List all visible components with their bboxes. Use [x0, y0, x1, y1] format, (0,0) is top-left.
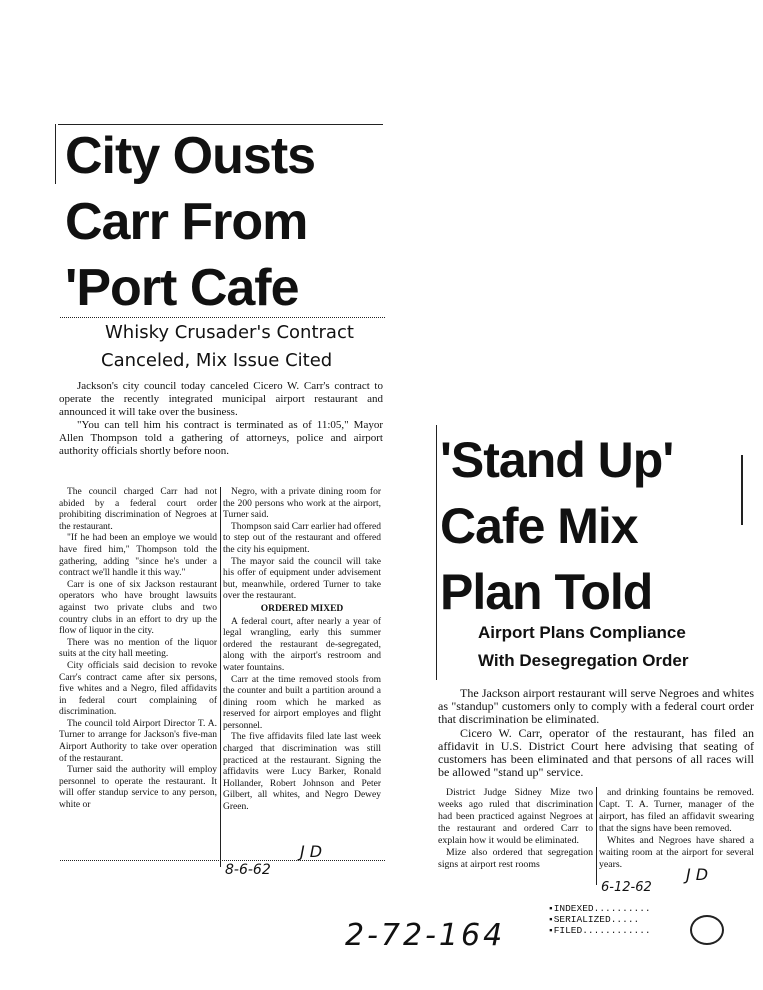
left-border: [436, 425, 437, 680]
clip-date: 8-6-62: [225, 862, 271, 878]
subhead-line-1: Whisky Crusader's Contract: [105, 322, 354, 343]
paragraph: Thompson said Carr earlier had offered to step out of the restaurant and offered the city his equipment.: [223, 521, 381, 555]
paragraph: and drinking fountains be removed. Capt. T. A. Turner, manager of the airport, has filed an affidavit swearing that the signs have been removed.: [599, 787, 754, 834]
headline-line-2: Cafe Mix: [440, 498, 638, 554]
left-clipping: [55, 120, 390, 880]
paragraph: District Judge Sidney Mize two weeks ago ruled that discrimination had been practiced against Negroes at the restaurant and ordered Carr to explain how it would be eliminated.: [438, 787, 593, 846]
headline-line-1: 'Stand Up': [440, 432, 674, 488]
section-subhead: ORDERED MIXED: [260, 603, 344, 614]
lead-paragraph: Jackson's city council today canceled Cicero W. Carr's contract to operate the recently integrated municipal airport restaurant and announced it will take over the business.: [59, 380, 383, 418]
paragraph: Mize also ordered that segregation signs at airport rest rooms: [438, 847, 593, 870]
lead-paragraph: The Jackson airport restaurant will serve Negroes and whites as "standup" customers only to comply with a federal court order that discrimination be eliminated.: [438, 686, 754, 727]
paragraph: Turner said the authority will employ personnel to operate the restaurant. It will offer standup service to any person, white or: [59, 765, 217, 811]
stamp-seal-mark: [690, 915, 724, 945]
paragraph: Whites and Negroes have shared a waiting room at the airport for several years.: [599, 835, 754, 870]
column-1: [438, 787, 593, 871]
column-divider: [596, 787, 597, 885]
paragraph: The council charged Carr had not abided by a federal court order prohibiting discrimination of Negroes at the restaurant.: [59, 487, 217, 532]
lead-paragraph: Cicero W. Carr, operator of the restaurant, has filed an affidavit in U.S. District Court here advising that seating of customers has been eliminated and that persons of all races will be allowed "stand up" service.: [438, 725, 754, 780]
column-2: [599, 787, 754, 871]
subhead-line-1: Airport Plans Compliance: [478, 623, 686, 642]
headline-rule: [60, 317, 385, 318]
paragraph: The mayor said the council will take his offer of equipment under advisement but, meanwhile, ordered Turner to take over the restaurant.: [223, 556, 381, 602]
paragraph: The five affidavits filed late last week charged that discrimination was still practiced at the restaurant. Signing the affidavits were Lucy Barker, Ronald Hollander, Robert Johnson and Peter Gilbert, all whites, and Negro Dewey Green.: [223, 732, 381, 813]
paragraph: A federal court, after nearly a year of legal wrangling, early this summer ordered the restaurant de-segregated, along with the airport's restroom and water fountains.: [223, 616, 381, 673]
paragraph: Carr is one of six Jackson restaurant operators who have brought lawsuits against two private clubs and two country clubs in an effort to dry up the flow of liquor in the city.: [59, 579, 217, 637]
column-2: [223, 487, 381, 814]
top-rule: [58, 124, 383, 125]
paragraph: City officials said decision to revoke Carr's contract came after six persons, five whites and a Negro, filed affidavits in federal court complaining of discrimination.: [59, 660, 217, 718]
paragraph: Carr at the time removed stools from the counter and built a partition around a dining room which he marked as reserved for airport employes and flight personnel.: [223, 674, 381, 731]
subhead-line-2: With Desegregation Order: [478, 651, 689, 670]
paragraph: "If he had been an employe we would have fired him," Thompson told the gathering, adding "since he's under a contract we'll handle it this way.": [59, 533, 217, 579]
column-divider: [220, 487, 221, 867]
clip-initials: J D: [300, 842, 323, 861]
headline-line-3: Plan Told: [440, 564, 653, 620]
headline-line-1: City Ousts: [65, 127, 316, 185]
paragraph: There was no mention of the liquor suits at the city hall meeting.: [59, 637, 217, 660]
stamp-line-serialized: ▪SERIALIZED.....: [548, 914, 640, 925]
lead-paragraphs: [438, 687, 754, 779]
right-clipping: [436, 425, 758, 895]
left-border: [55, 124, 56, 184]
bottom-rule: [60, 860, 385, 861]
headline-line-3: 'Port Cafe: [65, 259, 299, 317]
stamp-line-indexed: ▪INDEXED..........: [548, 903, 651, 914]
paragraph: Negro, with a private dining room for the 200 persons who work at the airport, Turner said.: [223, 487, 381, 521]
stamp-line-filed: ▪FILED............: [548, 925, 651, 936]
file-number: 2-72-164: [345, 918, 506, 953]
subhead-line-2: Canceled, Mix Issue Cited: [101, 350, 333, 371]
lead-paragraph: "You can tell him his contract is terminated as of 11:05," Mayor Allen Thompson told a gathering of attorneys, police and airport authority officials shortly before noon.: [59, 419, 383, 457]
headline-line-2: Carr From: [65, 193, 308, 251]
column-1: [59, 487, 217, 812]
paragraph: The council told Airport Director T. A. Turner to arrange for Jackson's five-man Airport Authority to take over operation of the restaurant.: [59, 718, 217, 764]
lead-paragraphs: [59, 380, 383, 458]
right-mark: [741, 455, 743, 525]
clip-initials: J D: [686, 865, 709, 884]
clip-date: 6-12-62: [601, 880, 652, 895]
